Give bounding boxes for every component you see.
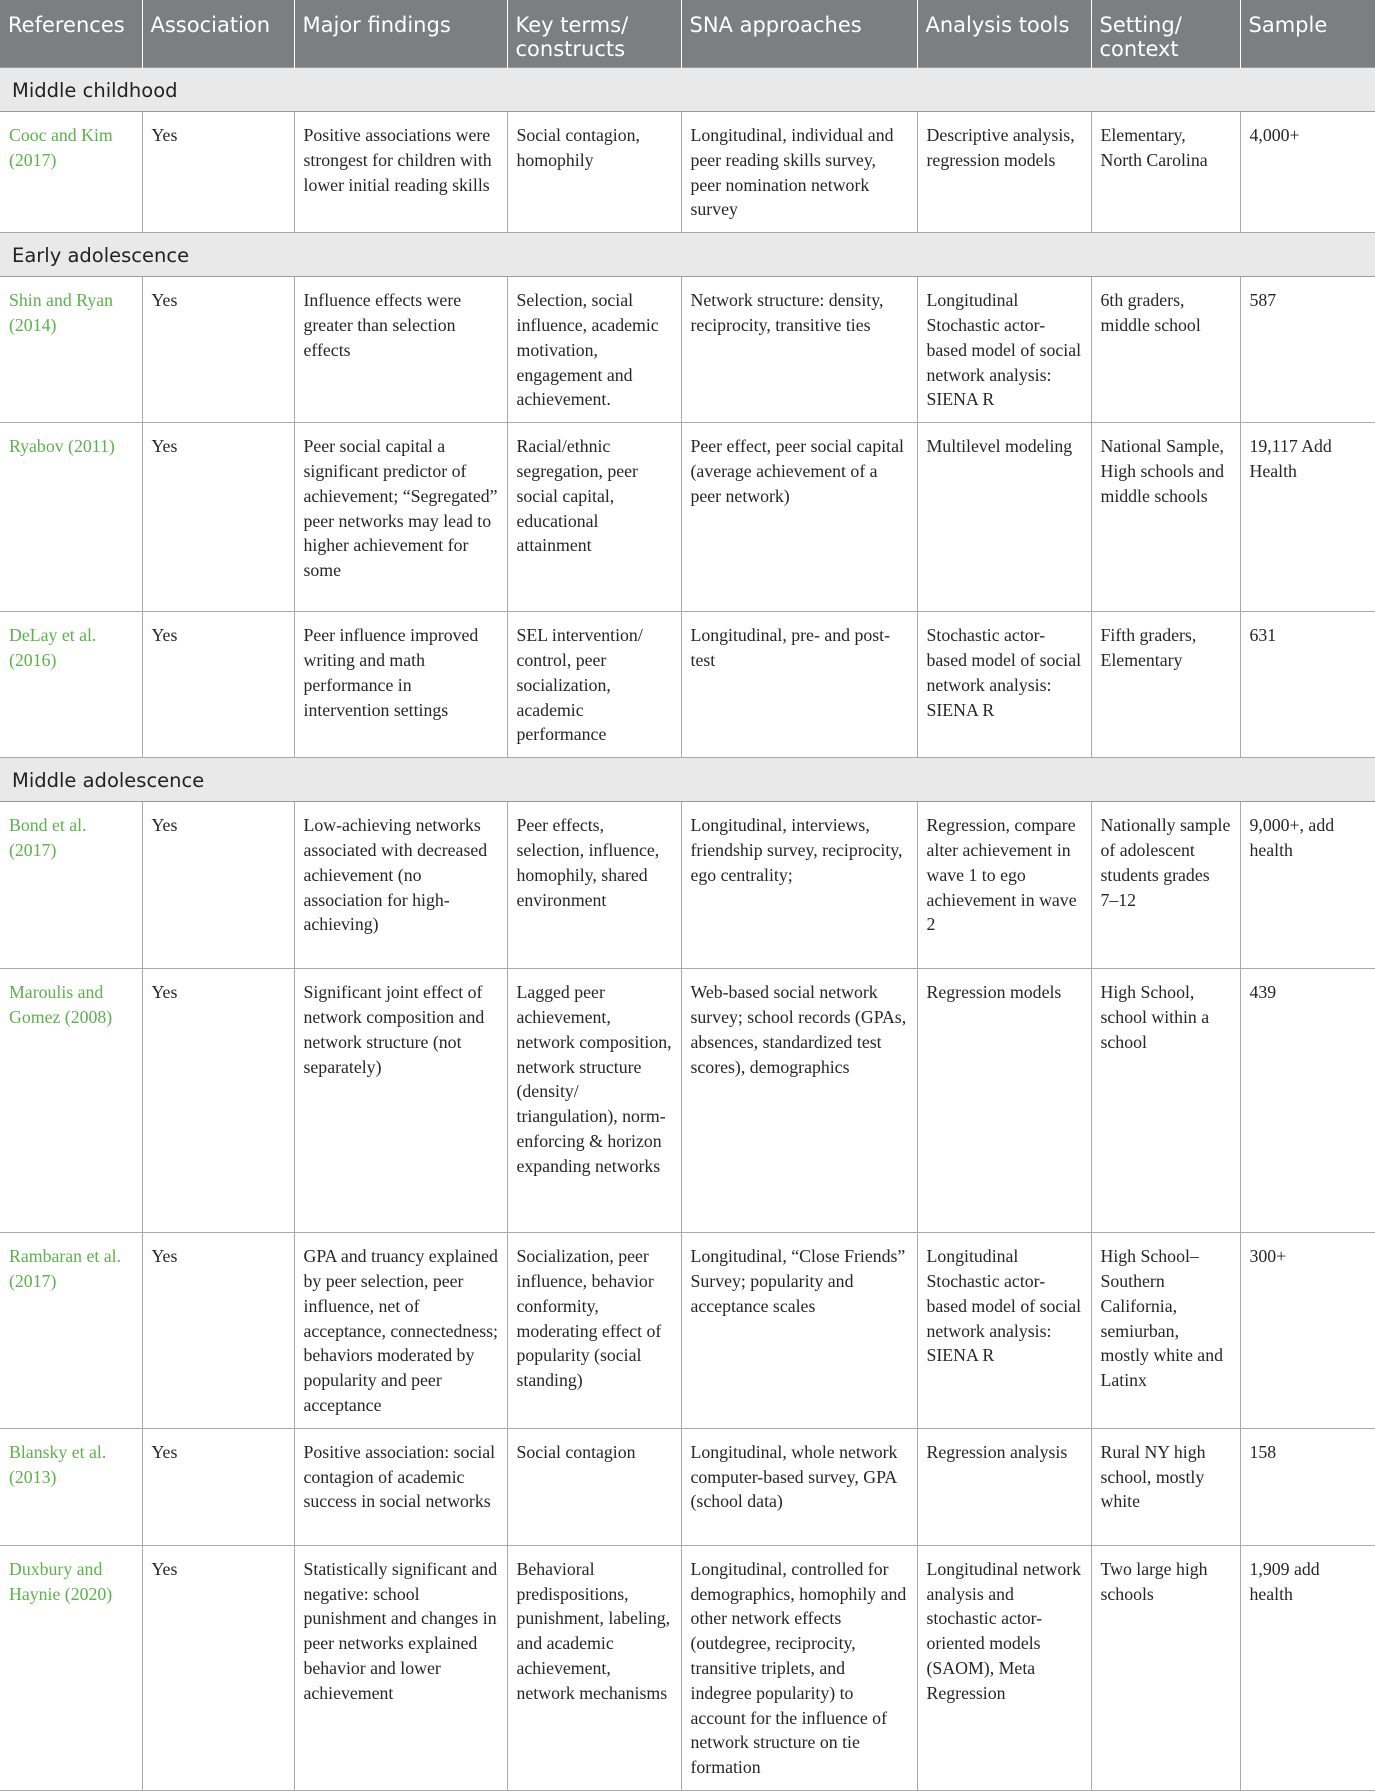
- header-setting: Setting/ context: [1091, 0, 1240, 68]
- table-row: [0, 1545, 1375, 1790]
- setting-cell: Fifth graders, Elementary: [1091, 612, 1240, 758]
- header-key-terms: Key terms/ constructs: [507, 0, 681, 68]
- association-cell: Yes: [142, 969, 294, 1233]
- association-cell: Yes: [142, 277, 294, 423]
- section-title: Early adolescence: [0, 233, 1375, 277]
- setting-cell: Nationally sample of adolescent students grades 7–12: [1091, 802, 1240, 969]
- table-row: [0, 423, 1375, 612]
- section-row: [0, 233, 1375, 277]
- table-row: [0, 277, 1375, 423]
- sample-cell: 587: [1240, 277, 1375, 423]
- setting-cell: Two large high schools: [1091, 1545, 1240, 1790]
- approaches-cell: Longitudinal, pre- and post-test: [681, 612, 917, 758]
- approaches-cell: Peer effect, peer social capital (average achievement of a peer network): [681, 423, 917, 612]
- terms-cell: Socialization, peer influence, behavior conformity, moderating effect of popularity (social standing): [507, 1233, 681, 1429]
- findings-cell: Statistically significant and negative: school punishment and changes in peer networks explained behavior and lower achievement: [294, 1545, 507, 1790]
- section-row: [0, 758, 1375, 802]
- association-cell: Yes: [142, 423, 294, 612]
- findings-cell: Significant joint effect of network composition and network structure (not separately): [294, 969, 507, 1233]
- setting-cell: High School, school within a school: [1091, 969, 1240, 1233]
- header-sna-approaches: SNA approaches: [681, 0, 917, 68]
- sample-cell: 439: [1240, 969, 1375, 1233]
- sample-cell: 1,909 add health: [1240, 1545, 1375, 1790]
- section-title: Middle childhood: [0, 68, 1375, 112]
- tools-cell: Stochastic actor-based model of social network analysis: SIENA R: [917, 612, 1091, 758]
- setting-cell: National Sample, High schools and middle schools: [1091, 423, 1240, 612]
- sample-cell: 19,117 Add Health: [1240, 423, 1375, 612]
- association-cell: Yes: [142, 1233, 294, 1429]
- sample-cell: 300+: [1240, 1233, 1375, 1429]
- reference-link[interactable]: Maroulis and Gomez (2008): [0, 969, 142, 1233]
- setting-cell: 6th graders, middle school: [1091, 277, 1240, 423]
- header-major-findings: Major findings: [294, 0, 507, 68]
- tools-cell: Descriptive analysis, regression models: [917, 112, 1091, 233]
- reference-link[interactable]: Blansky et al. (2013): [0, 1428, 142, 1545]
- findings-cell: Peer social capital a significant predictor of achievement; “Segregated” peer networks may lead to higher achievement for some: [294, 423, 507, 612]
- association-cell: Yes: [142, 612, 294, 758]
- terms-cell: Peer effects, selection, influence, homophily, shared environment: [507, 802, 681, 969]
- association-cell: Yes: [142, 802, 294, 969]
- table-row: [0, 1428, 1375, 1545]
- approaches-cell: Longitudinal, controlled for demographics, homophily and other network effects (outdegree, reciprocity, transitive triplets, and indegree popularity) to account for the influence of network structure on tie formation: [681, 1545, 917, 1790]
- tools-cell: Longitudinal network analysis and stochastic actor-oriented models (SAOM), Meta Regression: [917, 1545, 1091, 1790]
- tools-cell: Regression models: [917, 969, 1091, 1233]
- terms-cell: SEL intervention/ control, peer socialization, academic performance: [507, 612, 681, 758]
- header-row: [0, 0, 1375, 68]
- association-cell: Yes: [142, 112, 294, 233]
- tools-cell: Multilevel modeling: [917, 423, 1091, 612]
- section-title: Middle adolescence: [0, 758, 1375, 802]
- tools-cell: Regression analysis: [917, 1428, 1091, 1545]
- tools-cell: Regression, compare alter achievement in wave 1 to ego achievement in wave 2: [917, 802, 1091, 969]
- approaches-cell: Longitudinal, individual and peer reading skills survey, peer nomination network survey: [681, 112, 917, 233]
- reference-link[interactable]: Rambaran et al. (2017): [0, 1233, 142, 1429]
- findings-cell: Influence effects were greater than selection effects: [294, 277, 507, 423]
- reference-link[interactable]: Cooc and Kim (2017): [0, 112, 142, 233]
- header-analysis-tools: Analysis tools: [917, 0, 1091, 68]
- terms-cell: Behavioral predispositions, punishment, labeling, and academic achievement, network mechanisms: [507, 1545, 681, 1790]
- approaches-cell: Longitudinal, “Close Friends” Survey; popularity and acceptance scales: [681, 1233, 917, 1429]
- terms-cell: Selection, social influence, academic motivation, engagement and achievement.: [507, 277, 681, 423]
- approaches-cell: Web-based social network survey; school records (GPAs, absences, standardized test scores), demographics: [681, 969, 917, 1233]
- header-association: Association: [142, 0, 294, 68]
- sample-cell: 9,000+, add health: [1240, 802, 1375, 969]
- section-row: [0, 68, 1375, 112]
- table-row: [0, 1233, 1375, 1429]
- terms-cell: Social contagion: [507, 1428, 681, 1545]
- table-row: [0, 802, 1375, 969]
- findings-cell: Peer influence improved writing and math performance in intervention settings: [294, 612, 507, 758]
- reference-link[interactable]: Bond et al. (2017): [0, 802, 142, 969]
- reference-link[interactable]: Ryabov (2011): [0, 423, 142, 612]
- sample-cell: 631: [1240, 612, 1375, 758]
- findings-cell: Positive associations were strongest for children with lower initial reading skills: [294, 112, 507, 233]
- association-cell: Yes: [142, 1545, 294, 1790]
- findings-cell: GPA and truancy explained by peer selection, peer influence, net of acceptance, connectedness; behaviors moderated by popularity and peer acceptance: [294, 1233, 507, 1429]
- setting-cell: Elementary, North Carolina: [1091, 112, 1240, 233]
- header-references: References: [0, 0, 142, 68]
- reference-link[interactable]: Duxbury and Haynie (2020): [0, 1545, 142, 1790]
- reference-link[interactable]: DeLay et al. (2016): [0, 612, 142, 758]
- setting-cell: Rural NY high school, mostly white: [1091, 1428, 1240, 1545]
- table-row: [0, 612, 1375, 758]
- association-cell: Yes: [142, 1428, 294, 1545]
- sample-cell: 158: [1240, 1428, 1375, 1545]
- reference-link[interactable]: Shin and Ryan (2014): [0, 277, 142, 423]
- findings-cell: Low-achieving networks associated with decreased achievement (no association for high-achieving): [294, 802, 507, 969]
- table-row: [0, 969, 1375, 1233]
- setting-cell: High School– Southern California, semiurban, mostly white and Latinx: [1091, 1233, 1240, 1429]
- approaches-cell: Longitudinal, whole network computer-based survey, GPA (school data): [681, 1428, 917, 1545]
- tools-cell: Longitudinal Stochastic actor-based model of social network analysis: SIENA R: [917, 1233, 1091, 1429]
- approaches-cell: Network structure: density, reciprocity, transitive ties: [681, 277, 917, 423]
- sample-cell: 4,000+: [1240, 112, 1375, 233]
- approaches-cell: Longitudinal, interviews, friendship survey, reciprocity, ego centrality;: [681, 802, 917, 969]
- findings-cell: Positive association: social contagion of academic success in social networks: [294, 1428, 507, 1545]
- tools-cell: Longitudinal Stochastic actor-based model of social network analysis: SIENA R: [917, 277, 1091, 423]
- terms-cell: Lagged peer achievement, network composition, network structure (density/ triangulation), norm- enforcing & horizon expanding networks: [507, 969, 681, 1233]
- terms-cell: Social contagion, homophily: [507, 112, 681, 233]
- header-sample: Sample: [1240, 0, 1375, 68]
- table-row: [0, 112, 1375, 233]
- terms-cell: Racial/ethnic segregation, peer social capital, educational attainment: [507, 423, 681, 612]
